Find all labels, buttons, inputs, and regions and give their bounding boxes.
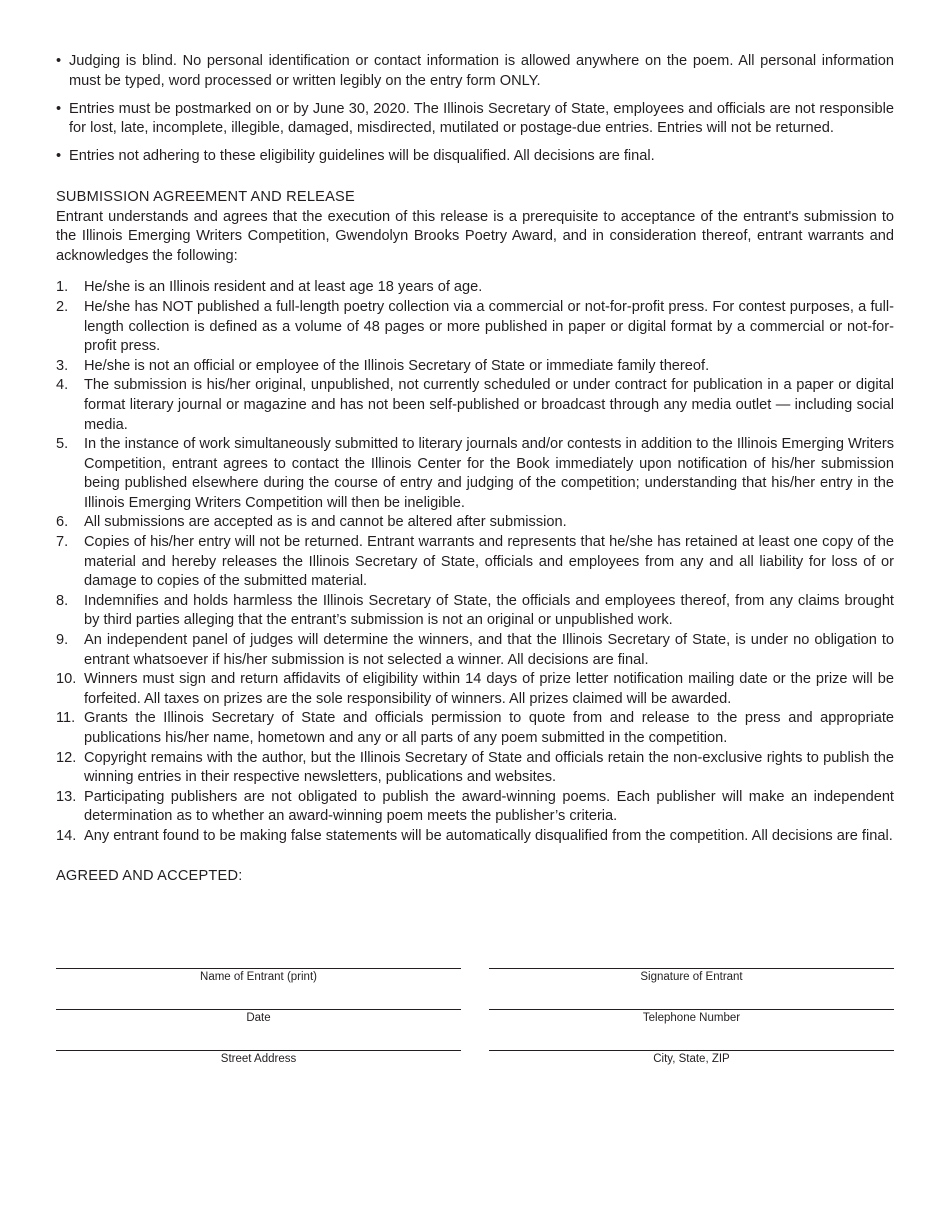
agreed-accepted-label: AGREED AND ACCEPTED: bbox=[56, 867, 243, 884]
term-item bbox=[56, 357, 894, 377]
term-item bbox=[56, 533, 894, 592]
term-text: Grants the Illinois Secretary of State and officials permission to quote from and release to the press and appropriate publications his/her name, hometown and any or all parts of any poem submitted in the competition. bbox=[84, 710, 894, 746]
term-item bbox=[56, 709, 894, 748]
bullet-disqualified: • Entries not adhering to these eligibility guidelines will be disqualified. All decisions are final. bbox=[56, 147, 894, 167]
term-item bbox=[56, 749, 894, 788]
term-text: He/she is an Illinois resident and at least age 18 years of age. bbox=[84, 279, 483, 296]
term-text: The submission is his/her original, unpublished, not currently scheduled or under contract for publication in a paper or digital format literary journal or magazine and has not been self-published or broadcast through any media outlet — including social media. bbox=[84, 377, 894, 433]
term-number: 12. bbox=[56, 749, 77, 766]
street-address-field[interactable]: Street Address bbox=[56, 1050, 461, 1094]
term-number: 6. bbox=[56, 514, 69, 531]
term-text: All submissions are accepted as is and cannot be altered after submission. bbox=[84, 514, 567, 531]
term-number: 3. bbox=[56, 357, 69, 374]
term-number: 10. bbox=[56, 671, 77, 688]
agreement-intro: Entrant understands and agrees that the execution of this release is a prerequisite to acceptance of the entrant's submission to the Illinois Emerging Writers Competition, Gwendolyn Brooks Poetry Award, and in consideration thereof, entrant warrants and acknowledges the following: bbox=[56, 208, 894, 264]
term-number: 8. bbox=[56, 592, 69, 609]
term-item bbox=[56, 298, 894, 357]
terms-list bbox=[56, 278, 894, 846]
term-text: Participating publishers are not obligated to publish the award-winning poems. Each publisher will make an independent determination as to whether an award-winning poem meets the publisher’s criteria. bbox=[84, 788, 894, 825]
city-state-zip-field[interactable]: City, State, ZIP bbox=[489, 1050, 894, 1094]
term-text: Copyright remains with the author, but the Illinois Secretary of State and officials retain the non-exclusive rights to publish the winning entries in their respective newsletters, publications and websites. bbox=[84, 749, 894, 786]
signature-row bbox=[56, 968, 894, 1009]
term-number: 9. bbox=[56, 632, 69, 649]
term-text: Indemnifies and holds harmless the Illinois Secretary of State, the officials and employees thereof, from any claims brought by third parties alleging that the entrant’s submission is not an original or unpublished work. bbox=[84, 592, 894, 629]
term-number: 13. bbox=[56, 788, 77, 805]
section-title: SUBMISSION AGREEMENT AND RELEASE bbox=[56, 188, 355, 205]
term-text: Winners must sign and return affidavits of eligibility within 14 days of prize letter notification mailing date or the prize will be forfeited. All taxes on prizes are the sole responsibility of winners. All prizes claimed will be awarded. bbox=[84, 671, 894, 707]
term-number: 1. bbox=[56, 279, 69, 296]
term-item bbox=[56, 670, 894, 709]
term-number: 11. bbox=[56, 710, 76, 727]
term-item bbox=[56, 513, 894, 533]
signature-block bbox=[56, 968, 894, 1094]
telephone-field[interactable]: Telephone Number bbox=[489, 1009, 894, 1050]
document-page bbox=[56, 52, 894, 886]
term-item bbox=[56, 435, 894, 513]
entrant-signature-field[interactable]: Signature of Entrant bbox=[489, 968, 894, 1009]
term-number: 5. bbox=[56, 436, 69, 453]
entrant-name-field[interactable]: Name of Entrant (print) bbox=[56, 968, 461, 1009]
term-number: 2. bbox=[56, 298, 69, 315]
term-text: An independent panel of judges will determine the winners, and that the Illinois Secretary of State, is under no obligation to entrant whatsoever if his/her submission is not selected a winner. All decisions are final. bbox=[84, 632, 894, 668]
term-text: He/she is not an official or employee of the Illinois Secretary of State or immediate family thereof. bbox=[84, 357, 710, 374]
date-field[interactable]: Date bbox=[56, 1009, 461, 1050]
term-item bbox=[56, 788, 894, 827]
bullet-postmark: • Entries must be postmarked on or by June 30, 2020. The Illinois Secretary of State, employees and officials are not responsible for lost, late, incomplete, illegible, damaged, misdirected, mutilated or postage-due entries. Entries will not be returned. bbox=[56, 100, 894, 139]
term-text: In the instance of work simultaneously submitted to literary journals and/or contests in addition to the Illinois Emerging Writers Competition, entrant agrees to contact the Illinois Center for the Book immediately upon notification of his/her submission being published elsewhere during the course of entry and judging of the competition; understanding that his/her entry in the Illinois Emerging Writers Competition will then be ineligible. bbox=[84, 436, 894, 511]
term-number: 7. bbox=[56, 534, 69, 551]
term-item bbox=[56, 592, 894, 631]
term-text: Any entrant found to be making false statements will be automatically disqualified from the competition. All decisions are final. bbox=[84, 827, 893, 844]
term-number: 14. bbox=[56, 827, 77, 844]
term-item bbox=[56, 827, 894, 847]
term-text: He/she has NOT published a full-length poetry collection via a commercial or not-for-profit press. For contest purposes, a full-length collection is defined as a volume of 48 pages or more published in paper or digital format by a commercial or not-for-profit press. bbox=[84, 298, 894, 355]
term-number: 4. bbox=[56, 377, 69, 394]
term-text: Copies of his/her entry will not be returned. Entrant warrants and represents that he/she has retained at least one copy of the material and hereby releases the Illinois Secretary of State, officials and employees from any and all liability for loss of or damage to copies of the submitted material. bbox=[84, 534, 894, 590]
eligibility-bullets bbox=[56, 52, 894, 167]
signature-row bbox=[56, 1009, 894, 1050]
bullet-judging: • Judging is blind. No personal identification or contact information is allowed anywhere on the poem. All personal information must be typed, word processed or written legibly on the entry form ONLY. bbox=[56, 52, 894, 91]
term-item bbox=[56, 376, 894, 435]
signature-row bbox=[56, 1050, 894, 1094]
term-item bbox=[56, 278, 894, 298]
term-item bbox=[56, 631, 894, 670]
